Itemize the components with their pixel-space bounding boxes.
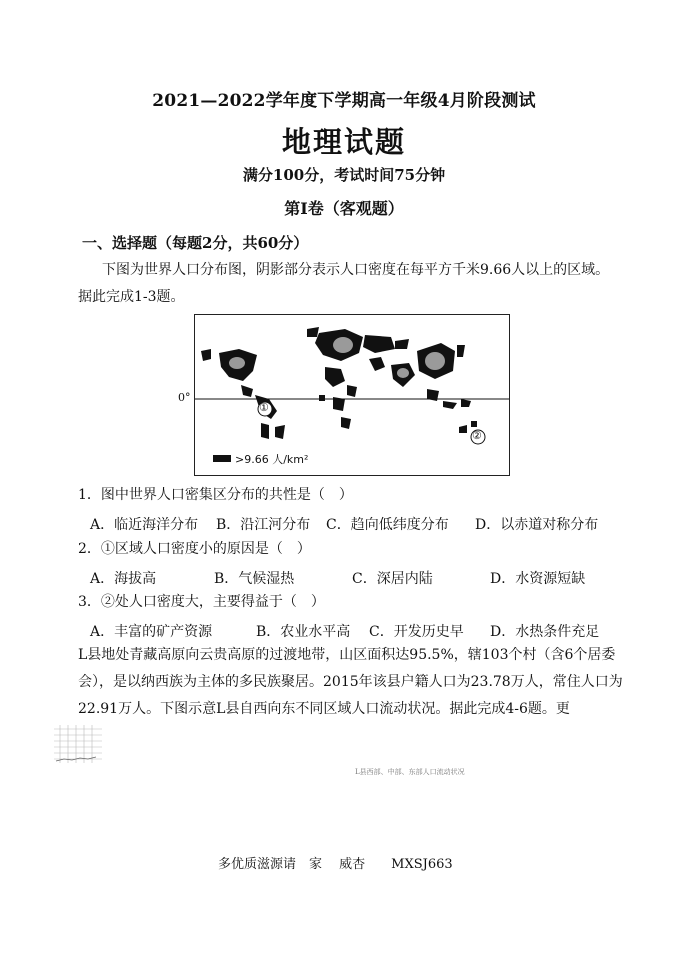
europe-hotspot: [333, 337, 353, 353]
option-a: A．临近海洋分布: [90, 517, 199, 533]
option-c: C．开发历史早: [369, 624, 464, 640]
option-b: B．气候湿热: [214, 571, 295, 587]
option-d: D．水热条件充足: [490, 624, 600, 640]
faint-figure-caption: L县西部、中部、东部人口流动状况: [355, 768, 465, 776]
na-hotspot: [229, 357, 245, 369]
legend-label: >9.66 人/km²: [235, 453, 309, 466]
option-a: A．海拔高: [90, 571, 157, 587]
world-population-map: [178, 314, 510, 476]
subject-title: 地理试题: [281, 125, 406, 159]
marker-2-label: ②: [472, 429, 482, 442]
legend-swatch: [213, 455, 231, 462]
faint-graph-thumbnail: [52, 723, 106, 769]
section-heading: 一、选择题（每题2分，共60分）: [82, 234, 309, 252]
option-d: D．以赤道对称分布: [475, 517, 599, 533]
question-3: [78, 591, 630, 639]
question-number: 1．: [78, 487, 101, 503]
question-text: ②处人口密度大，主要得益于（ ）: [100, 594, 325, 610]
question-text: 图中世界人口密集区分布的共性是（ ）: [100, 487, 353, 503]
intro-paragraph-1: 下图为世界人口分布图，阴影部分表示人口密度在每平方千米9.66人以上的区域。据此完成1-3题。: [78, 262, 610, 305]
option-d: D．水资源短缺: [490, 571, 586, 587]
question-number: 3．: [78, 594, 101, 610]
option-b: B．农业水平高: [256, 624, 351, 640]
africa-shade: [325, 367, 345, 387]
page-footer: 多优质滋源请 家 威杏 MXSJ663: [218, 857, 453, 872]
marker-1-label: ①: [259, 401, 269, 414]
option-b: B．沿江河分布: [216, 517, 311, 533]
option-a: A．丰富的矿产资源: [90, 624, 213, 640]
question-2: [78, 538, 630, 586]
intro-paragraph-2: L县地处青藏高原向云贵高原的过渡地带，山区面积达95.5%，辖103个村（含6个居委会），是以纳西族为主体的多民族聚居。2015年该县户籍人口为23.78万人，常住人口为22.91万人。下图示意L县自西向东不同区域人口流动状况。据此完成4-6题。更: [78, 647, 623, 717]
exam-info: 满分100分，考试时间75分钟: [242, 166, 446, 184]
option-c: C．趋向低纬度分布: [326, 517, 449, 533]
volume-title: 第I卷（客观题）: [284, 199, 404, 218]
option-c: C．深居内陆: [352, 571, 433, 587]
equator-label: 0°: [178, 391, 191, 404]
question-text: ①区域人口密度小的原因是（ ）: [100, 541, 311, 557]
exam-title: 2021—2022学年度下学期高一年级4月阶段测试: [152, 91, 536, 111]
question-1: [78, 484, 630, 532]
question-number: 2．: [78, 541, 101, 557]
east-asia-hotspot: [425, 352, 445, 370]
